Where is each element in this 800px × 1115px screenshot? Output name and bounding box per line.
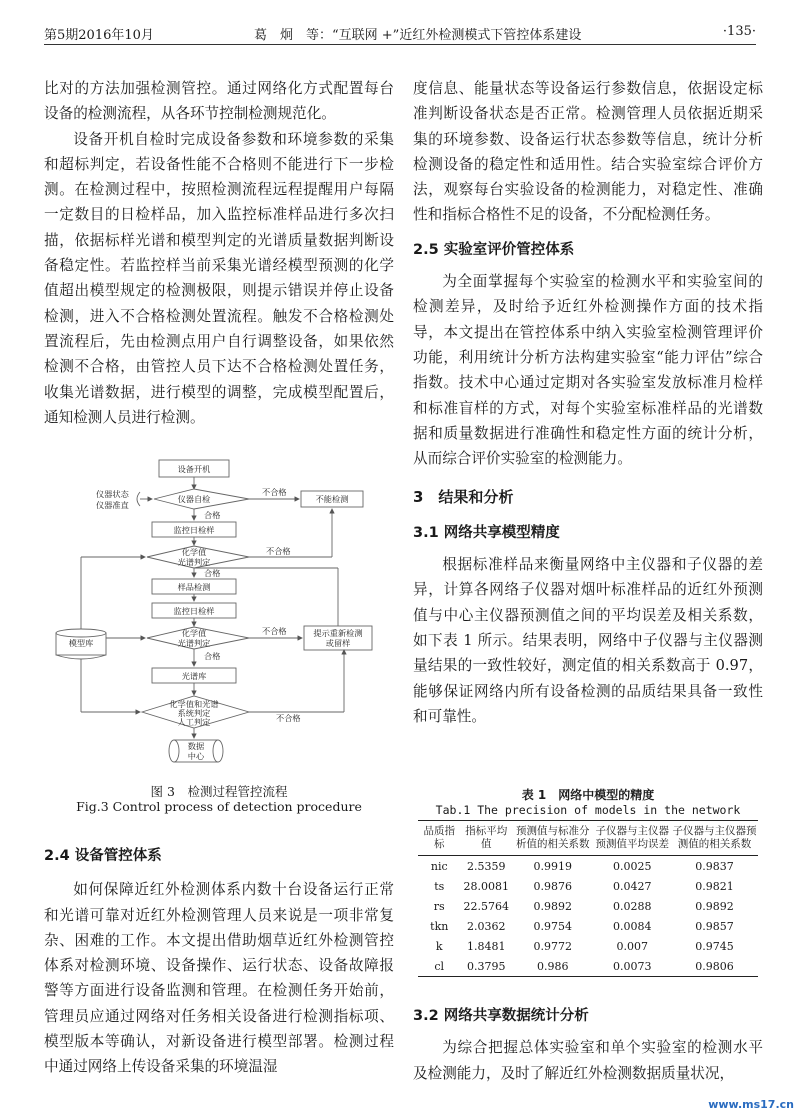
table-cell: 0.9876 bbox=[533, 879, 572, 893]
table-cell: nic bbox=[430, 859, 448, 873]
table-row bbox=[418, 916, 758, 936]
table-cell: 0.9892 bbox=[695, 899, 734, 913]
table-header: 指标平均值 bbox=[460, 821, 512, 856]
label-final-1: 化学值和光谱 bbox=[169, 699, 219, 709]
section-heading: 2.5 实验室评价管控体系 bbox=[413, 241, 575, 258]
section-heading: 3.1 网络共享模型精度 bbox=[413, 524, 560, 541]
label-pass: 合格 bbox=[204, 651, 221, 661]
label-final-2: 系统判定 bbox=[177, 708, 211, 718]
paragraph: 根据标准样品来衡量网络中主仪器和子仪器的差异，计算各网络子仪器对烟叶标准样品的近红外预测值与中心主仪器预测值之间的平均误差及相关系数，如下表 1 所示。结果表明，网络中子仪器与主仪器测量结果的一致性较好，测定值的相关系数高于 0.97，能够保证网络内所有设备检测的品质结果具备一致性和可靠性。 bbox=[413, 556, 763, 725]
label-pass: 合格 bbox=[204, 510, 221, 520]
paragraph: 比对的方法加强检测管控。通过网络化方式配置每台设备的检测流程，从各环节控制检测规范化。 bbox=[44, 80, 394, 123]
table-cell: 1.8481 bbox=[467, 939, 506, 953]
label-pass: 合格 bbox=[204, 568, 221, 578]
label-spectrum-judge: 光谱判定 bbox=[177, 638, 211, 648]
table-cell: 0.0427 bbox=[612, 879, 652, 893]
header-rule bbox=[44, 44, 756, 45]
figure-caption-en: Fig.3 Control process of detection procedure bbox=[76, 799, 362, 814]
table-cell: 0.0288 bbox=[612, 899, 652, 913]
label-prompt-1: 提示重新检测 bbox=[313, 628, 363, 638]
left-column-top bbox=[44, 76, 394, 430]
paragraph: 设备开机自检时完成设备参数和环境参数的采集和超标判定，若设备性能不合格则不能进行下一步检测。在检测过程中，按照检测流程远程提醒用户每隔一定数目的日检样品，加入监控标准样品进行多次扫描，依据标样光谱和模型判定的光谱质量数据判断设备稳定性。若监控样当前采集光谱经模型预测的化学值超出模型规定的检测极限，则提示错误并停止设备检测，进入不合格检测处置流程。触发不合格检测处置流程后，先由检测点用户自行调整设备，如果依然检测不合格，由管控人员下达不合格检测处置任务，收集光谱数据，进行模型的调整，完成模型配置后，通知检测人员进行检测。 bbox=[44, 130, 394, 426]
table-cell: 0.0073 bbox=[593, 956, 671, 977]
table-header: 品质指标 bbox=[418, 821, 460, 856]
paragraph: 为全面掌握每个实验室的检测水平和实验室间的检测差异，及时给予近红外检测操作方面的技术指导，本文提出在管控体系中纳入实验室检测管理评价功能，利用统计分析方法构建实验室“能力评估”综合指数。技术中心通过定期对各实验室发放标准月检样和标准盲样的方式，对每个实验室标准样品的光谱数据和质量数据进行准确性和稳定性方面的统计分析，从而综合评价实验室的检测能力。 bbox=[413, 273, 763, 468]
running-title: 葛 炯 等：“互联网 +”近红外检测模式下管控体系建设 bbox=[254, 28, 582, 43]
table-cell: 0.0025 bbox=[612, 859, 652, 873]
label-fail: 不合格 bbox=[276, 713, 301, 723]
table-header: 子仪器与主仪器预测值平均误差 bbox=[593, 821, 671, 856]
table-cell: 0.986 bbox=[512, 956, 593, 977]
section-heading: 3 结果和分析 bbox=[413, 488, 514, 507]
table-cell: 0.9857 bbox=[695, 919, 734, 933]
table-row bbox=[418, 876, 758, 896]
label-data-2: 中心 bbox=[187, 751, 205, 761]
table-cell: 0.9806 bbox=[671, 956, 758, 977]
issue-info: 第5期2016年10月 bbox=[44, 28, 154, 43]
label-final-3: 人工判定 bbox=[177, 717, 211, 727]
table-cell: k bbox=[435, 939, 443, 953]
table-row bbox=[418, 856, 758, 877]
paragraph: 度信息、能量状态等设备运行参数信息，依据设定标准判断设备状态是否正常。检测管理人员依据近期采集的环境参数、设备运行状态参数等信息，统计分析检测设备的稳定性和适用性。结合实验室综合评价方法，观察每台实验设备的检测能力，对稳定性、准确性和指标合格性不足的设备，不分配检测任务。 bbox=[413, 80, 763, 224]
table-cell: 0.007 bbox=[616, 939, 648, 953]
table-row bbox=[418, 936, 758, 956]
table-cell: 0.0084 bbox=[612, 919, 652, 933]
precision-table bbox=[418, 820, 758, 977]
label-monitor-1: 监控日检样 bbox=[173, 525, 215, 535]
section-heading: 2.4 设备管控体系 bbox=[44, 848, 162, 864]
table-row bbox=[418, 956, 758, 977]
label-spectrum-lib: 光谱库 bbox=[181, 671, 207, 681]
table-cell: 0.9837 bbox=[695, 859, 734, 873]
table-cell: 0.9745 bbox=[695, 939, 734, 953]
paragraph: 如何保障近红外检测体系内数十台设备运行正常和光谱可靠对近红外检测管理人员来说是一项非常复杂、困难的工作。本文提出借助烟草近红外检测管控体系对检测环境、设备操作、运行状态、设备故障报警等方面进行设备监测和管理。在检测任务开始前，管理员应通过网络对任务相关设备进行检测指标项、模型版本等确认，对新设备进行模型部署。检测过程中通过网络上传设备采集的环境温湿 bbox=[44, 881, 394, 1076]
label-prompt-2: 或留样 bbox=[325, 638, 351, 648]
table-cell: 0.9821 bbox=[695, 879, 734, 893]
table-cell: 0.3795 bbox=[460, 956, 512, 977]
table-header: 子仪器与主仪器预测值的相关系数 bbox=[671, 821, 758, 856]
table-cell: tkn bbox=[430, 919, 449, 933]
table-cell: 0.9772 bbox=[533, 939, 572, 953]
table-header-row bbox=[418, 821, 758, 856]
table-cell: 0.9919 bbox=[533, 859, 572, 873]
table-cell: 0.9892 bbox=[533, 899, 572, 913]
table-cell: 2.5359 bbox=[467, 859, 506, 873]
table-cell: 0.9754 bbox=[533, 919, 572, 933]
page-number: ·135· bbox=[722, 24, 756, 39]
label-power-on: 设备开机 bbox=[177, 464, 211, 474]
running-header bbox=[44, 18, 756, 44]
right-column-bottom bbox=[413, 1004, 763, 1086]
figure-caption-zh: 图 3 检测过程管控流程 bbox=[150, 784, 288, 799]
label-fail: 不合格 bbox=[262, 626, 287, 636]
label-no-detect: 不能检测 bbox=[315, 494, 349, 504]
table-cell: rs bbox=[433, 899, 445, 913]
label-instrument-accuracy: 仪器准直 bbox=[96, 500, 129, 510]
label-self-check: 仪器自检 bbox=[177, 494, 211, 504]
label-model-lib: 模型库 bbox=[68, 638, 94, 648]
label-instrument-state: 仪器状态 bbox=[96, 489, 129, 499]
label-chem-value: 化学值 bbox=[181, 547, 207, 557]
label-monitor-2: 监控日检样 bbox=[173, 606, 215, 616]
left-column-bottom bbox=[44, 844, 394, 1080]
section-heading: 3.2 网络共享数据统计分析 bbox=[413, 1008, 589, 1024]
flowchart-figure bbox=[44, 455, 394, 775]
table-caption-en: Tab.1 The precision of models in the network bbox=[435, 803, 741, 817]
label-sample-detect: 样品检测 bbox=[177, 582, 211, 592]
label-spectrum-judge: 光谱判定 bbox=[177, 557, 211, 567]
right-column bbox=[413, 76, 763, 729]
paragraph: 为综合把握总体实验室和单个实验室的检测水平及检测能力，及时了解近红外检测数据质量状况， bbox=[413, 1039, 763, 1082]
table-cell: cl bbox=[418, 956, 460, 977]
label-fail: 不合格 bbox=[262, 487, 287, 497]
table-cell: ts bbox=[434, 879, 445, 893]
table-caption-zh: 表 1 网络中模型的精度 bbox=[521, 788, 655, 802]
label-data-1: 数据 bbox=[187, 741, 205, 751]
label-chem-value: 化学值 bbox=[181, 628, 207, 638]
table-cell: 2.0362 bbox=[467, 919, 506, 933]
table-cell: 28.0081 bbox=[463, 879, 510, 893]
table-row bbox=[418, 896, 758, 916]
label-fail: 不合格 bbox=[266, 546, 291, 556]
table-cell: 22.5764 bbox=[463, 899, 510, 913]
table-header: 预测值与标准分析值的相关系数 bbox=[512, 821, 593, 856]
watermark: www.ms17.cn bbox=[708, 1098, 794, 1111]
